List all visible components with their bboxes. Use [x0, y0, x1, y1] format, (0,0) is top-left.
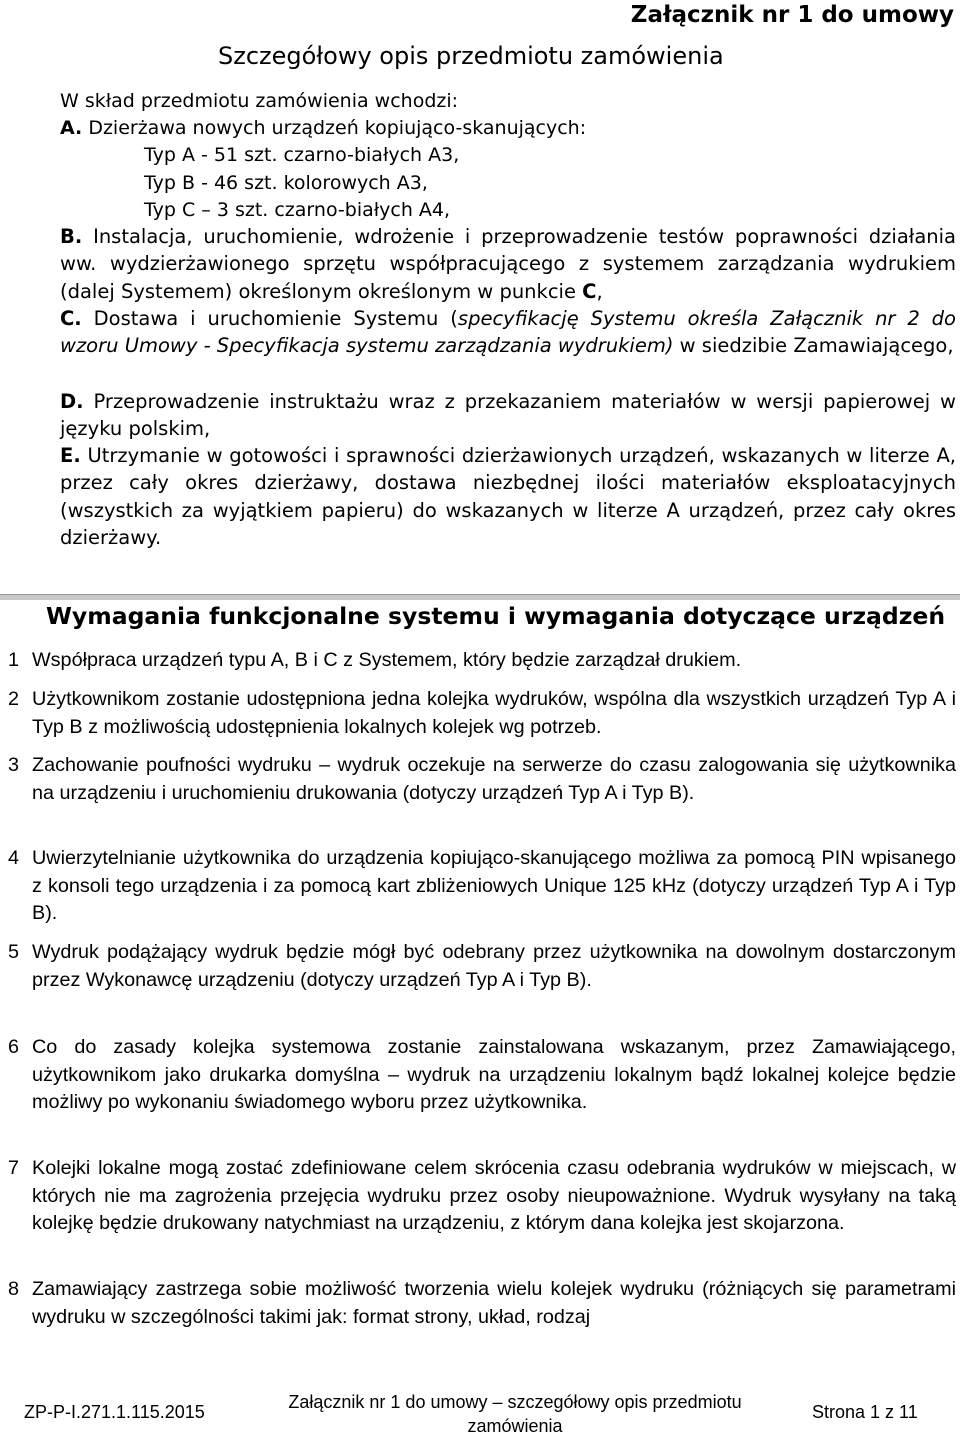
item-c — [60, 305, 956, 360]
item-b-ref: C — [582, 279, 597, 303]
footer-page-number: Strona 1 z 11 — [812, 1402, 918, 1422]
item-b-end: , — [596, 279, 603, 303]
intro-lead: W skład przedmiotu zamówienia wchodzi: — [60, 90, 459, 112]
item-d — [60, 388, 956, 443]
item-e-label: E. — [60, 444, 81, 467]
requirement-text: Użytkownikom zostanie udostępniona jedna kolejka wydruków, wspólna dla wszystkich urządzeń Typ A i Typ B z możliwością udostępnienia lokalnych kolejek wg potrzeb. — [32, 688, 956, 738]
requirement-text: Uwierzytelnianie użytkownika do urządzenia kopiująco-skanującego możliwa za pomocą PIN wpisanego z konsoli tego urządzenia i za pomocą kart zbliżeniowych Unique 125 kHz (dotyczy urządzeń Typ A i Typ B). — [32, 847, 956, 925]
item-d-text: Przeprowadzenie instruktażu wraz z przekazaniem materiałów w wersji papierowej w języku polskim, — [60, 390, 956, 441]
requirement-text: Wydruk podążający wydruk będzie mógł być odebrany przez użytkownika na dowolnym dostarczonym przez Wykonawcę urządzeniu (dotyczy urządzeń Typ A i Typ B). — [32, 941, 956, 991]
item-d-label: D. — [60, 390, 84, 413]
requirements-heading: Wymagania funkcjonalne systemu i wymagania dotyczące urządzeń — [46, 602, 946, 630]
requirement-number: 7 — [8, 1157, 20, 1179]
item-c-italic: specyfikację Systemu określa Załącznik nr 2 do wzoru Umowy - Specyfikacja systemu zarządzania wydrukiem) — [60, 307, 956, 358]
item-b-label: B. — [60, 225, 83, 248]
footer-description: Załącznik nr 1 do umowy – szczegółowy opis przedmiotu zamówienia — [288, 1392, 742, 1436]
requirement-number: 4 — [8, 847, 20, 869]
requirement-text: Co do zasady kolejka systemowa zostanie zainstalowana wskazanym, przez Zamawiającego, użytkownikom jako drukarka domyślna – wydruk na urządzeniu lokalnym bądź lokalnej kolejce będzie możliwy po wykonaniu świadomego wyboru przez użytkownika. — [32, 1036, 956, 1114]
section-divider — [0, 594, 960, 600]
requirement-text: Zachowanie poufności wydruku – wydruk oczekuje na serwerze do czasu zalogowania się użytkownika na urządzeniu i uruchomieniu drukowania (dotyczy urządzeń Typ A i Typ B). — [32, 754, 956, 804]
attachment-label: Załącznik nr 1 do umowy — [630, 2, 954, 28]
type-b: Typ B - 46 szt. kolorowych A3, — [144, 171, 428, 194]
requirement-6 — [6, 1034, 956, 1117]
requirement-8 — [6, 1276, 956, 1331]
item-a-text: Dzierżawa nowych urządzeń kopiująco-skanujących: — [82, 117, 587, 140]
requirement-number: 1 — [8, 649, 20, 671]
requirement-4 — [6, 845, 956, 928]
item-c-label: C. — [60, 307, 82, 330]
requirement-number: 3 — [8, 754, 20, 776]
type-a: Typ A - 51 szt. czarno-białych A3, — [144, 144, 460, 167]
requirement-number: 2 — [8, 688, 20, 710]
item-c-end: w siedzibie Zamawiającego, — [673, 334, 954, 358]
requirement-number: 6 — [8, 1036, 20, 1058]
document-title: Szczegółowy opis przedmiotu zamówienia — [218, 42, 724, 70]
item-c-text: Dostawa i uruchomienie Systemu ( — [81, 307, 458, 330]
requirement-7 — [6, 1155, 956, 1238]
type-c: Typ C – 3 szt. czarno-białych A4, — [144, 198, 451, 221]
footer-case-number: ZP-P-I.271.1.115.2015 — [24, 1402, 205, 1422]
page-footer — [0, 1386, 960, 1440]
item-a-label: A. — [60, 117, 83, 140]
item-e — [60, 442, 956, 552]
requirement-2 — [6, 686, 956, 741]
requirement-number: 5 — [8, 941, 20, 963]
intro-block — [60, 88, 586, 224]
requirement-1 — [6, 647, 956, 675]
requirement-text: Współpraca urządzeń typu A, B i C z Systemem, który będzie zarządzał drukiem. — [32, 649, 742, 671]
requirement-number: 8 — [8, 1278, 20, 1300]
item-b-text: Instalacja, uruchomienie, wdrożenie i przeprowadzenie testów poprawności działania ww. wydzierżawionego sprzętu współpracującego z systemem zarządzania wydrukiem (dalej Systemem) określonym określonym w punkcie — [60, 225, 956, 303]
item-b — [60, 223, 956, 305]
requirement-5 — [6, 939, 956, 994]
item-a — [60, 115, 586, 142]
requirement-3 — [6, 752, 956, 807]
requirement-text: Zamawiający zastrzega sobie możliwość tworzenia wielu kolejek wydruku (różniących się parametrami wydruku w szczególności takimi jak: format strony, układ, rodzaj — [32, 1278, 956, 1328]
requirement-text: Kolejki lokalne mogą zostać zdefiniowane celem skrócenia czasu odebrania wydruków w miejscach, w których nie ma zagrożenia przejęcia wydruku przez osoby nieupoważnione. Wydruk wysyłany na taką kolejkę będzie drukowany natychmiast na urządzeniu, z którym dana kolejka jest skojarzona. — [32, 1157, 956, 1235]
item-e-text: Utrzymanie w gotowości i sprawności dzierżawionych urządzeń, wskazanych w literze A, przez cały okres dzierżawy, dostawa niezbędnej ilości materiałów eksploatacyjnych (wszystkich za wyjątkiem papieru) do wskazanych w literze A urządzeń, przez cały okres dzierżawy. — [60, 444, 956, 550]
